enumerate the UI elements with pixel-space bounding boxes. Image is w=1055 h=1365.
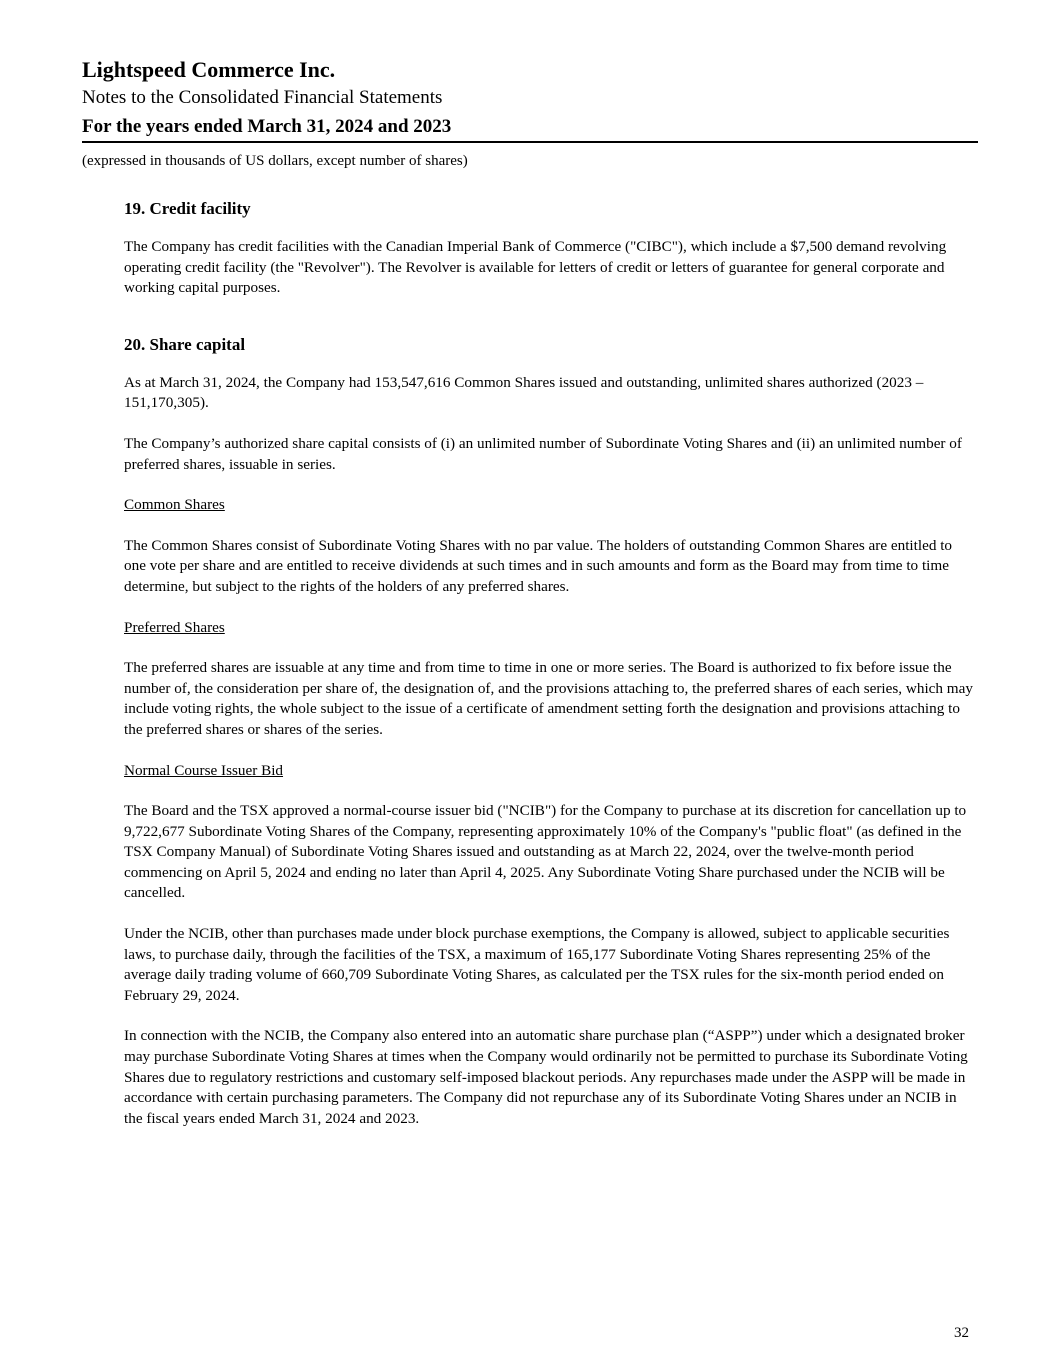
subheading-normal-course-issuer-bid: Normal Course Issuer Bid bbox=[124, 761, 284, 779]
section-heading-credit-facility: 19. Credit facility bbox=[124, 199, 251, 218]
ncib-paragraph-2: Under the NCIB, other than purchases made under block purchase exemptions, the Company is allowed, subject to applicable securities laws, to purchase daily, through the facilities of the TSX, a maximum of 165,177 Subordinate Voting Shares representing 25% of the average daily trading volume of 660,709 Subordinate Voting Shares, as calculated per the TSX rules for the six-month period ended on February 29, 2024. bbox=[124, 925, 950, 1004]
page-header bbox=[82, 56, 978, 171]
company-name: Lightspeed Commerce Inc. bbox=[82, 57, 336, 82]
page-number: 32 bbox=[954, 1325, 969, 1341]
subheading-preferred-shares: Preferred Shares bbox=[124, 618, 225, 636]
share-capital-paragraph-2: The Company’s authorized share capital consists of (i) an unlimited number of Subordinate Voting Shares and (ii) an unlimited number of preferred shares, issuable in series. bbox=[124, 434, 962, 473]
document-body bbox=[124, 197, 976, 1149]
reporting-period: For the years ended March 31, 2024 and 2023 bbox=[82, 114, 978, 143]
ncib-paragraph-3: In connection with the NCIB, the Company also entered into an automatic share purchase plan (“ASPP”) under which a designated broker may purchase Subordinate Voting Shares at times when the Company would ordinarily not be permitted to purchase its Subordinate Voting Shares due to regulatory restrictions and customary self-imposed blackout periods. Any repurchases made under the ASPP will be made in accordance with certain purchasing parameters. The Company did not repurchase any of its Subordinate Voting Shares under an NCIB in the fiscal years ended March 31, 2024 and 2023. bbox=[124, 1027, 968, 1127]
common-shares-paragraph: The Common Shares consist of Subordinate Voting Shares with no par value. The holders of outstanding Common Shares are entitled to one vote per share and are entitled to receive dividends at such times and in such amounts and form as the Board may from time to time determine, but subject to the rights of the holders of any preferred shares. bbox=[124, 536, 953, 595]
credit-facility-paragraph: The Company has credit facilities with the Canadian Imperial Bank of Commerce ("CIBC"), which include a $7,500 demand revolving operating credit facility (the "Revolver"). The Revolver is available for letters of credit or letters of guarantee for general corporate and working capital purposes. bbox=[124, 238, 947, 297]
currency-note: (expressed in thousands of US dollars, except number of shares) bbox=[82, 153, 468, 169]
ncib-paragraph-1: The Board and the TSX approved a normal-course issuer bid ("NCIB") for the Company to purchase at its discretion for cancellation up to 9,722,677 Subordinate Voting Shares of the Company, representing approximately 10% of the Company's "public float" (as defined in the TSX Company Manual) of Subordinate Voting Shares issued and outstanding as at March 22, 2024, over the twelve-month period commencing on April 5, 2024 and ending no later than April 4, 2025. Any Subordinate Voting Share purchased under the NCIB will be cancelled. bbox=[124, 802, 967, 902]
section-share-capital bbox=[124, 333, 976, 1130]
preferred-shares-paragraph: The preferred shares are issuable at any time and from time to time in one or more series. The Board is authorized to fix before issue the number of, the consideration per share of, the designation of, and the provisions attaching to, the preferred shares of each series, which may include voting rights, the whole subject to the issue of a certificate of amendment setting forth the designation and provisions attaching to the preferred shares or shares of the series. bbox=[124, 659, 973, 738]
notes-title: Notes to the Consolidated Financial Statements bbox=[82, 87, 443, 108]
section-heading-share-capital: 20. Share capital bbox=[124, 334, 246, 354]
subheading-common-shares: Common Shares bbox=[124, 496, 225, 514]
share-capital-paragraph-1: As at March 31, 2024, the Company had 153,547,616 Common Shares issued and outstanding, unlimited shares authorized (2023 – 151,170,305). bbox=[124, 373, 924, 412]
section-credit-facility bbox=[124, 197, 976, 299]
